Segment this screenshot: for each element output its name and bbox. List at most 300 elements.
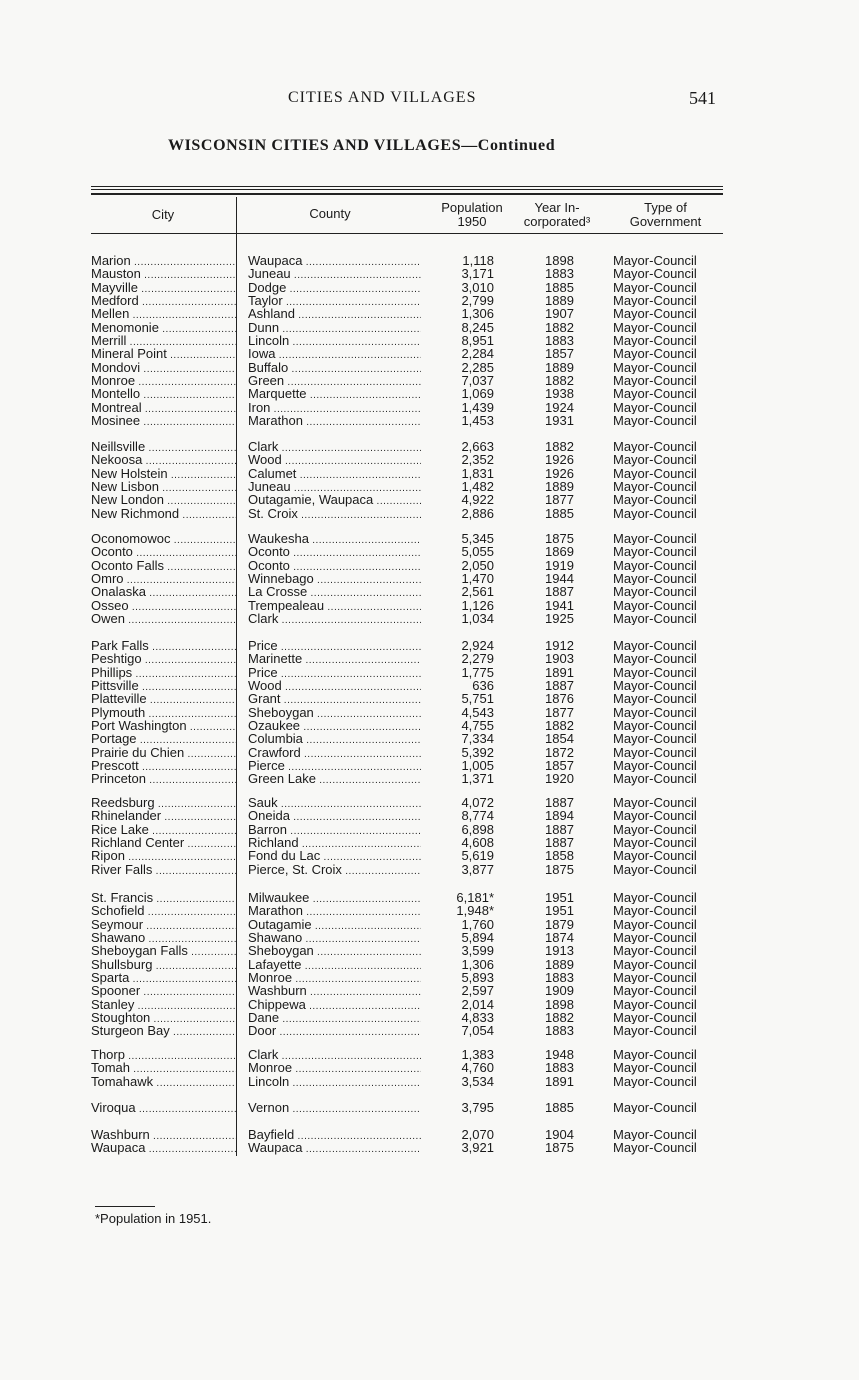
table-row (0, 809, 859, 822)
county-cell: Crawford ..... (248, 746, 421, 761)
population-cell: 4,072 (461, 796, 494, 810)
population-cell: 6,898 (461, 822, 494, 836)
city-cell: Stanley ..... (91, 998, 236, 1013)
city-cell: Princeton ..... (91, 772, 236, 787)
year-cell: 1919 (545, 558, 574, 572)
population-cell: 3,795 (461, 1101, 494, 1115)
year-cell: 1877 (545, 493, 574, 507)
population-cell: 5,619 (461, 849, 494, 863)
table-row (0, 281, 859, 294)
city-cell: Monroe ..... (91, 374, 236, 389)
table-row (0, 944, 859, 957)
population-cell: 1,453 (461, 413, 494, 428)
table-row (0, 639, 859, 652)
table-row (0, 294, 859, 307)
government-cell: Mayor-Council (613, 904, 697, 918)
population-cell: 1,760 (461, 917, 494, 931)
city-cell: Sparta ..... (91, 971, 236, 986)
table-row (0, 823, 859, 836)
government-cell: Mayor-Council (613, 692, 697, 706)
government-cell: Mayor-Council (613, 413, 697, 428)
city-cell: Reedsburg ..... (91, 796, 236, 811)
year-cell: 1885 (545, 506, 574, 520)
table-group (0, 440, 859, 520)
year-cell: 1882 (545, 1010, 574, 1025)
government-cell: Mayor-Council (613, 254, 697, 268)
city-cell: Oconto ..... (91, 545, 236, 560)
population-cell: 2,285 (461, 360, 494, 374)
city-cell: Montello ..... (91, 387, 236, 402)
table-row (0, 732, 859, 745)
population-cell: 2,279 (461, 652, 494, 666)
year-cell: 1882 (545, 718, 574, 733)
county-cell: Price ..... (248, 639, 421, 654)
population-cell: 3,877 (461, 862, 494, 876)
county-cell: Monroe ..... (248, 1061, 421, 1076)
government-cell: Mayor-Council (613, 718, 697, 733)
county-cell: Dunn ..... (248, 321, 421, 336)
government-cell: Mayor-Council (613, 997, 697, 1011)
government-cell: Mayor-Council (613, 466, 697, 480)
table-row (0, 971, 859, 984)
government-cell: Mayor-Council (613, 849, 697, 863)
government-cell: Mayor-Council (613, 1048, 697, 1062)
table-row (0, 401, 859, 414)
county-cell: Iron ..... (248, 401, 421, 416)
table-row (0, 998, 859, 1011)
table-row (0, 334, 859, 347)
county-cell: Clark ..... (248, 1048, 421, 1063)
year-cell: 1898 (545, 254, 574, 268)
county-cell: Grant ..... (248, 692, 421, 707)
year-cell: 1889 (545, 479, 574, 494)
county-cell: Marathon ..... (248, 904, 421, 919)
city-cell: New Richmond ..... (91, 507, 236, 522)
table-row (0, 254, 859, 267)
year-cell: 1898 (545, 997, 574, 1011)
government-cell: Mayor-Council (613, 333, 697, 348)
county-cell: Washburn ..... (248, 984, 421, 999)
government-cell: Mayor-Council (613, 772, 697, 786)
population-cell: 5,055 (461, 545, 494, 559)
city-cell: Tomah ..... (91, 1061, 236, 1076)
county-cell: Taylor ..... (248, 294, 421, 309)
year-cell: 1891 (545, 1074, 574, 1088)
population-cell: 4,922 (461, 493, 494, 507)
table-row (0, 1128, 859, 1141)
table-row (0, 267, 859, 280)
population-cell: 3,171 (461, 267, 494, 281)
table-row (0, 984, 859, 997)
county-cell: St. Croix ..... (248, 507, 421, 522)
table-row (0, 453, 859, 466)
city-cell: Mosinee ..... (91, 414, 236, 429)
year-cell: 1925 (545, 611, 574, 626)
table-group (0, 1101, 859, 1114)
table-group (0, 891, 859, 1038)
government-cell: Mayor-Council (613, 944, 697, 958)
population-cell: 4,760 (461, 1061, 494, 1075)
year-cell: 1877 (545, 705, 574, 719)
year-cell: 1883 (545, 1024, 574, 1038)
government-cell: Mayor-Council (613, 545, 697, 559)
county-cell: Dodge ..... (248, 281, 421, 296)
year-cell: 1889 (545, 957, 574, 971)
city-cell: New Lisbon ..... (91, 480, 236, 495)
population-cell: 2,070 (461, 1128, 494, 1142)
government-cell: Mayor-Council (613, 1128, 697, 1142)
year-cell: 1883 (545, 333, 574, 348)
top-rule (91, 186, 723, 187)
county-cell: Waupaca ..... (248, 1141, 421, 1156)
county-cell: Calumet ..... (248, 467, 421, 482)
city-cell: St. Francis ..... (91, 891, 236, 906)
population-cell: 2,886 (461, 506, 494, 520)
county-cell: Lincoln ..... (248, 334, 421, 349)
table-row (0, 849, 859, 862)
population-cell: 2,597 (461, 984, 494, 998)
population-cell: 1,306 (461, 957, 494, 971)
city-cell: Stoughton ..... (91, 1011, 236, 1026)
city-cell: Park Falls ..... (91, 639, 236, 654)
footnote-rule (95, 1206, 155, 1207)
table-row (0, 706, 859, 719)
year-cell: 1887 (545, 796, 574, 810)
table-row (0, 307, 859, 320)
year-cell: 1887 (545, 585, 574, 599)
government-cell: Mayor-Council (613, 479, 697, 494)
running-head: CITIES AND VILLAGES (288, 89, 477, 106)
population-cell: 5,345 (461, 532, 494, 546)
year-cell: 1872 (545, 745, 574, 759)
population-cell: 4,755 (461, 718, 494, 733)
year-cell: 1894 (545, 809, 574, 823)
city-cell: Ripon ..... (91, 849, 236, 864)
city-cell: Shawano ..... (91, 931, 236, 946)
county-cell: Waupaca ..... (248, 254, 421, 269)
population-cell: 8,951 (461, 333, 494, 348)
county-cell: Marathon ..... (248, 414, 421, 429)
table-row (0, 1101, 859, 1114)
city-cell: Seymour ..... (91, 918, 236, 933)
year-cell: 1879 (545, 917, 574, 931)
population-cell: 4,608 (461, 835, 494, 850)
year-cell: 1926 (545, 453, 574, 467)
table-group (0, 254, 859, 427)
population-cell: 1,069 (461, 387, 494, 401)
table-group (0, 639, 859, 786)
county-cell: Bayfield ..... (248, 1128, 421, 1143)
population-cell: 1,470 (461, 571, 494, 586)
table-row (0, 467, 859, 480)
year-cell: 1875 (545, 532, 574, 546)
population-cell: 7,334 (461, 732, 494, 746)
city-cell: Omro ..... (91, 572, 236, 587)
table-row (0, 493, 859, 506)
table-row (0, 612, 859, 625)
year-cell: 1904 (545, 1128, 574, 1142)
county-cell: Columbia ..... (248, 732, 421, 747)
column-header-population-line2: 1950 (457, 214, 487, 229)
city-cell: Phillips ..... (91, 666, 236, 681)
header-bottom-rule (91, 233, 723, 234)
county-cell: Dane ..... (248, 1011, 421, 1026)
county-cell: Outagamie, Waupaca ..... (248, 493, 421, 508)
government-cell: Mayor-Council (613, 532, 697, 546)
government-cell: Mayor-Council (613, 1101, 697, 1115)
city-cell: Spooner ..... (91, 984, 236, 999)
government-cell: Mayor-Council (613, 1141, 697, 1155)
year-cell: 1887 (545, 678, 574, 693)
table-title: WISCONSIN CITIES AND VILLAGES—Continued (168, 137, 556, 154)
table-row (0, 532, 859, 545)
government-cell: Mayor-Council (613, 732, 697, 746)
column-header-year (514, 201, 600, 229)
population-cell: 3,010 (461, 280, 494, 294)
population-cell: 1,482 (461, 479, 494, 494)
city-cell: Viroqua ..... (91, 1101, 236, 1116)
government-cell: Mayor-Council (613, 957, 697, 971)
population-cell: 1,306 (461, 307, 494, 321)
county-cell: Buffalo ..... (248, 361, 421, 376)
population-cell: 1,439 (461, 400, 494, 414)
government-cell: Mayor-Council (613, 1010, 697, 1025)
year-cell: 1883 (545, 970, 574, 985)
city-cell: Richland Center ..... (91, 836, 236, 851)
year-cell: 1924 (545, 400, 574, 414)
county-cell: Pierce, St. Croix ..... (248, 863, 421, 878)
table-row (0, 361, 859, 374)
population-cell: 1,775 (461, 665, 494, 679)
county-cell: Outagamie ..... (248, 918, 421, 933)
city-cell: River Falls ..... (91, 863, 236, 878)
population-cell: 2,924 (461, 639, 494, 653)
year-cell: 1938 (545, 387, 574, 401)
county-cell: Juneau ..... (248, 267, 421, 282)
table-row (0, 931, 859, 944)
county-cell: Green ..... (248, 374, 421, 389)
top-rule (91, 189, 723, 190)
table-row (0, 559, 859, 572)
government-cell: Mayor-Council (613, 970, 697, 985)
county-cell: Oconto ..... (248, 559, 421, 574)
table-row (0, 759, 859, 772)
city-cell: Neillsville ..... (91, 440, 236, 455)
column-header-city: City (151, 207, 175, 222)
government-cell: Mayor-Council (613, 493, 697, 507)
table-row (0, 374, 859, 387)
year-cell: 1951 (545, 904, 574, 918)
table-row (0, 1024, 859, 1037)
year-cell: 1944 (545, 571, 574, 586)
government-cell: Mayor-Council (613, 822, 697, 836)
table-row (0, 679, 859, 692)
government-cell: Mayor-Council (613, 280, 697, 294)
city-cell: Waupaca ..... (91, 1141, 236, 1156)
city-cell: Plymouth ..... (91, 706, 236, 721)
table-row (0, 652, 859, 665)
government-cell: Mayor-Council (613, 585, 697, 599)
year-cell: 1857 (545, 758, 574, 773)
city-cell: Merrill ..... (91, 334, 236, 349)
table-group (0, 796, 859, 876)
government-cell: Mayor-Council (613, 891, 697, 905)
table-row (0, 321, 859, 334)
county-cell: Marinette ..... (248, 652, 421, 667)
year-cell: 1883 (545, 267, 574, 281)
county-cell: Wood ..... (248, 679, 421, 694)
city-cell: Medford ..... (91, 294, 236, 309)
population-cell: 2,014 (461, 997, 494, 1011)
government-cell: Mayor-Council (613, 347, 697, 361)
population-cell: 4,833 (461, 1010, 494, 1025)
city-cell: Pittsville ..... (91, 679, 236, 694)
county-cell: Door ..... (248, 1024, 421, 1039)
table-row (0, 572, 859, 585)
top-rule-thick (91, 193, 723, 195)
city-cell: Peshtigo ..... (91, 652, 236, 667)
city-cell: Osseo ..... (91, 599, 236, 614)
city-cell: Platteville ..... (91, 692, 236, 707)
government-cell: Mayor-Council (613, 360, 697, 374)
county-cell: Oneida ..... (248, 809, 421, 824)
population-cell: 7,054 (461, 1024, 494, 1038)
population-cell: 1,831 (461, 466, 494, 480)
population-cell: 1,118 (462, 254, 494, 268)
population-cell: 1,034 (461, 611, 494, 626)
year-cell: 1882 (545, 440, 574, 454)
table-row (0, 585, 859, 598)
city-cell: New London ..... (91, 493, 236, 508)
city-cell: Prairie du Chien ..... (91, 746, 236, 761)
population-cell: 7,037 (461, 373, 494, 388)
government-cell: Mayor-Council (613, 678, 697, 693)
table-row (0, 666, 859, 679)
year-cell: 1912 (545, 639, 574, 653)
county-cell: Ashland ..... (248, 307, 421, 322)
county-cell: Wood ..... (248, 453, 421, 468)
city-cell: Rhinelander ..... (91, 809, 236, 824)
year-cell: 1882 (545, 320, 574, 334)
population-cell: 4,543 (461, 705, 494, 719)
county-cell: Price ..... (248, 666, 421, 681)
population-cell: 8,245 (461, 320, 494, 334)
county-cell: Shawano ..... (248, 931, 421, 946)
government-cell: Mayor-Council (613, 598, 697, 612)
table-row (0, 836, 859, 849)
population-cell: 2,561 (461, 585, 494, 599)
government-cell: Mayor-Council (613, 307, 697, 321)
table-row (0, 347, 859, 360)
year-cell: 1882 (545, 373, 574, 388)
county-cell: Green Lake ..... (248, 772, 421, 787)
government-cell: Mayor-Council (613, 293, 697, 308)
column-header-population (430, 201, 514, 229)
population-cell: 636 (472, 678, 494, 693)
government-cell: Mayor-Council (613, 862, 697, 876)
city-cell: Mineral Point ..... (91, 347, 236, 362)
county-cell: Chippewa ..... (248, 998, 421, 1013)
county-cell: Clark ..... (248, 440, 421, 455)
year-cell: 1857 (545, 347, 574, 361)
city-cell: Mellen ..... (91, 307, 236, 322)
column-header-population-line1: Population (441, 200, 503, 215)
county-cell: Richland ..... (248, 836, 421, 851)
government-cell: Mayor-Council (613, 320, 697, 334)
table-row (0, 440, 859, 453)
county-cell: Monroe ..... (248, 971, 421, 986)
county-cell: Milwaukee ..... (248, 891, 421, 906)
county-cell: Sheboygan ..... (248, 944, 421, 959)
column-header-government-line1: Type of (644, 200, 687, 215)
county-cell: Clark ..... (248, 612, 421, 627)
table-row (0, 796, 859, 809)
government-cell: Mayor-Council (613, 506, 697, 520)
city-cell: Tomahawk ..... (91, 1075, 236, 1090)
county-cell: Trempealeau ..... (248, 599, 421, 614)
government-cell: Mayor-Council (613, 558, 697, 572)
year-cell: 1951 (545, 891, 574, 905)
city-cell: Washburn ..... (91, 1128, 236, 1143)
government-cell: Mayor-Council (613, 400, 697, 414)
county-cell: Pierce ..... (248, 759, 421, 774)
column-header-government (608, 201, 723, 229)
table-row (0, 904, 859, 917)
government-cell: Mayor-Council (613, 796, 697, 810)
county-cell: Waukesha ..... (248, 532, 421, 547)
table-row (0, 507, 859, 520)
government-cell: Mayor-Council (613, 571, 697, 586)
year-cell: 1875 (545, 1141, 574, 1155)
government-cell: Mayor-Council (613, 745, 697, 759)
year-cell: 1858 (545, 849, 574, 863)
population-cell: 1,005 (461, 758, 494, 773)
county-cell: Ozaukee ..... (248, 719, 421, 734)
county-cell: Winnebago ..... (248, 572, 421, 587)
year-cell: 1931 (545, 413, 574, 428)
city-cell: Prescott ..... (91, 759, 236, 774)
city-cell: Nekoosa ..... (91, 453, 236, 468)
population-cell: 2,799 (461, 293, 494, 308)
government-cell: Mayor-Council (613, 387, 697, 401)
table-row (0, 414, 859, 427)
table-row (0, 1061, 859, 1074)
city-cell: Marion ..... (91, 254, 236, 269)
population-cell: 2,050 (461, 558, 494, 572)
table-row (0, 1011, 859, 1024)
county-cell: La Crosse ..... (248, 585, 421, 600)
city-cell: Port Washington ..... (91, 719, 236, 734)
population-cell: 6,181* (456, 891, 494, 905)
year-cell: 1874 (545, 930, 574, 945)
table-row (0, 387, 859, 400)
government-cell: Mayor-Council (613, 705, 697, 719)
year-cell: 1926 (545, 466, 574, 480)
government-cell: Mayor-Council (613, 373, 697, 388)
population-cell: 8,774 (461, 809, 494, 823)
year-cell: 1891 (545, 665, 574, 679)
table-row (0, 891, 859, 904)
city-cell: Shullsburg ..... (91, 958, 236, 973)
year-cell: 1876 (545, 692, 574, 706)
government-cell: Mayor-Council (613, 758, 697, 773)
table-group (0, 532, 859, 625)
table-row (0, 746, 859, 759)
city-cell: New Holstein ..... (91, 467, 236, 482)
county-cell: Marquette ..... (248, 387, 421, 402)
population-cell: 5,893 (461, 970, 494, 985)
column-header-government-line2: Government (629, 214, 702, 229)
